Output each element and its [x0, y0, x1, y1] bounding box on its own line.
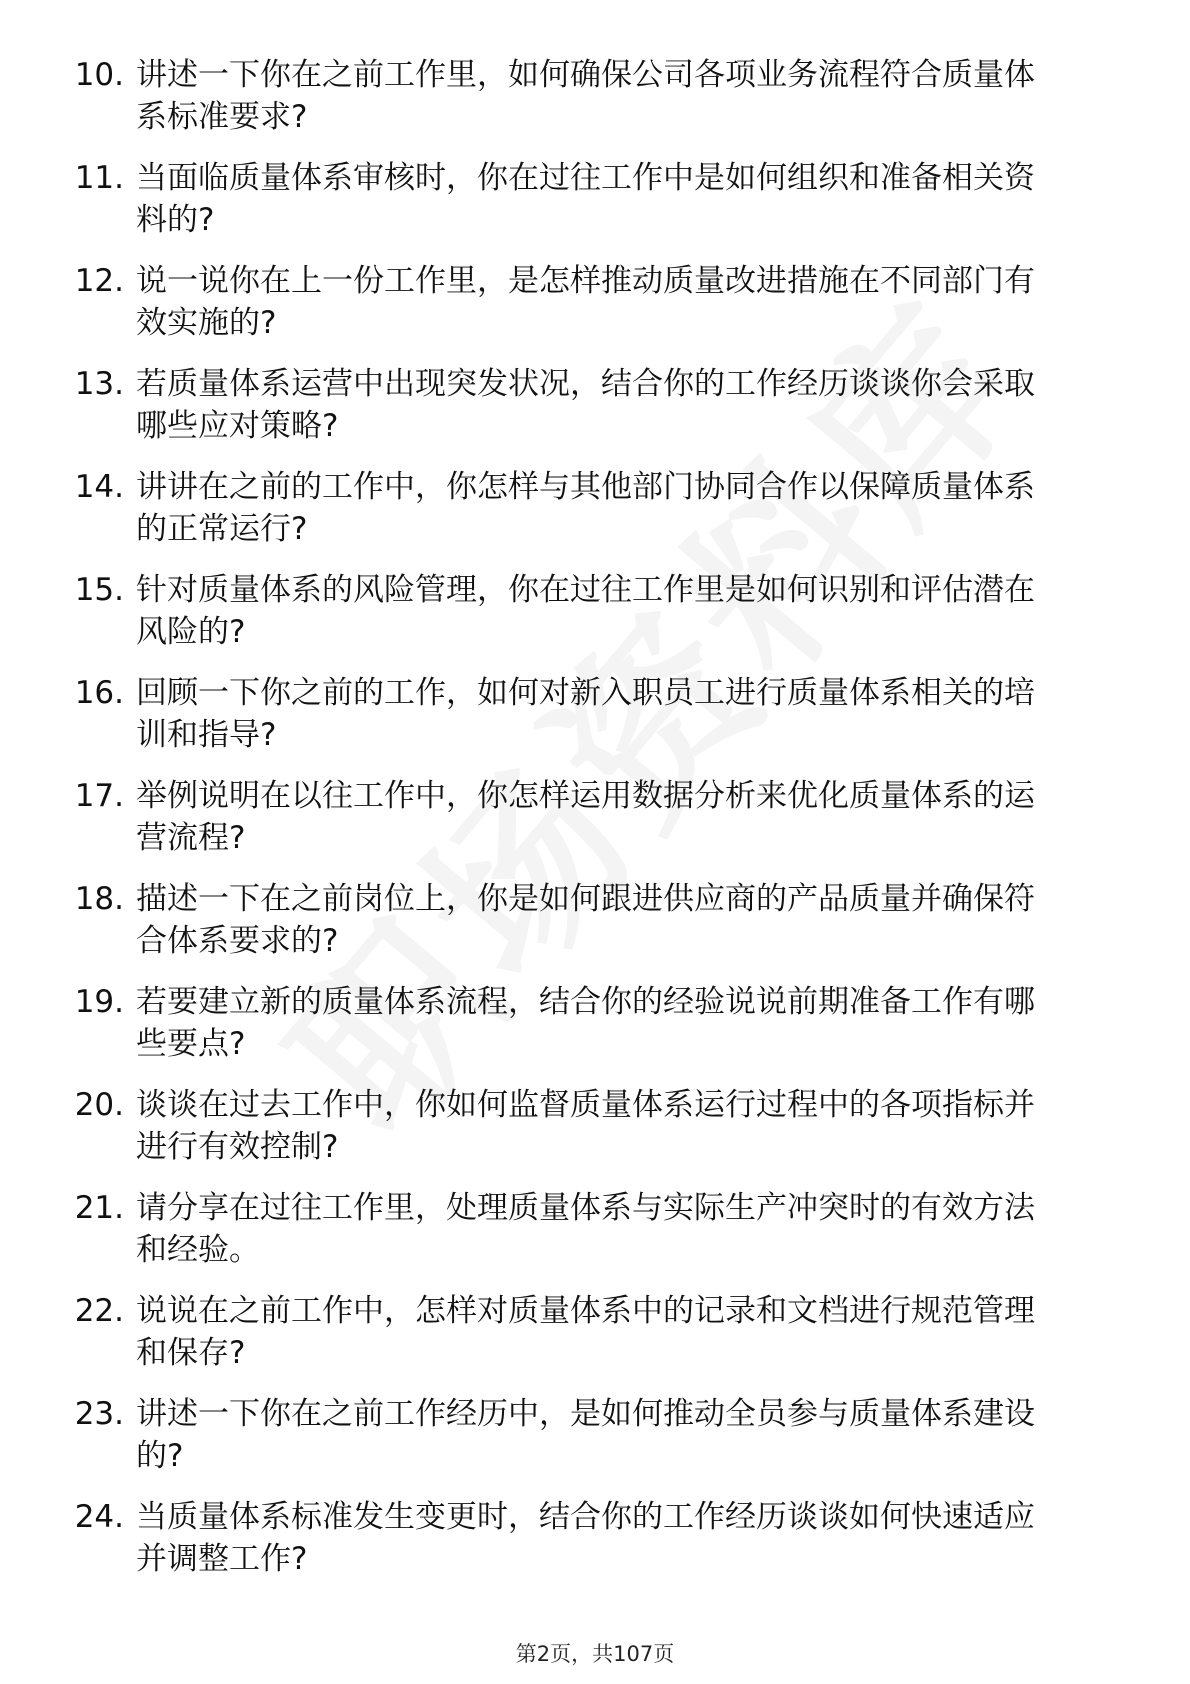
- question-text: 讲述一下你在之前工作里，如何确保公司各项业务流程符合质量体系标准要求?: [136, 57, 1035, 135]
- question-number: 12.: [74, 263, 124, 299]
- question-item: [56, 260, 1116, 363]
- question-number: 22.: [74, 1293, 124, 1329]
- question-item: [56, 1290, 1116, 1393]
- question-number: 21.: [74, 1190, 124, 1226]
- question-item: [56, 54, 1116, 157]
- question-item: [56, 466, 1116, 569]
- question-number: 16.: [74, 675, 124, 711]
- question-text: 若质量体系运营中出现突发状况，结合你的工作经历谈谈你会采取哪些应对策略?: [136, 366, 1035, 444]
- question-text: 描述一下在之前岗位上，你是如何跟进供应商的产品质量并确保符合体系要求的?: [136, 881, 1035, 959]
- question-item: [56, 672, 1116, 775]
- question-item: [56, 157, 1116, 260]
- question-text: 说一说你在上一份工作里，是怎样推动质量改进措施在不同部门有效实施的?: [136, 263, 1035, 341]
- question-text: 请分享在过往工作里，处理质量体系与实际生产冲突时的有效方法和经验。: [136, 1190, 1035, 1268]
- question-item: [56, 775, 1116, 878]
- question-text: 讲讲在之前的工作中，你怎样与其他部门协同合作以保障质量体系的正常运行?: [136, 469, 1035, 547]
- question-text: 回顾一下你之前的工作，如何对新入职员工进行质量体系相关的培训和指导?: [136, 675, 1035, 753]
- question-number: 14.: [74, 469, 124, 505]
- question-item: [56, 363, 1116, 466]
- question-item: [56, 1084, 1116, 1187]
- question-number: 23.: [74, 1396, 124, 1432]
- page-footer: 第2页，共107页: [515, 1642, 675, 1666]
- question-list: [56, 54, 1116, 1599]
- question-item: [56, 1496, 1116, 1599]
- question-text: 当质量体系标准发生变更时，结合你的工作经历谈谈如何快速适应并调整工作?: [136, 1499, 1035, 1577]
- question-text: 讲述一下你在之前工作经历中，是如何推动全员参与质量体系建设的?: [136, 1396, 1035, 1474]
- question-number: 10.: [74, 57, 124, 93]
- question-item: [56, 981, 1116, 1084]
- question-number: 11.: [74, 160, 124, 196]
- question-item: [56, 569, 1116, 672]
- question-text: 谈谈在过去工作中，你如何监督质量体系运行过程中的各项指标并进行有效控制?: [136, 1087, 1035, 1165]
- question-item: [56, 878, 1116, 981]
- question-number: 19.: [74, 984, 124, 1020]
- question-number: 20.: [74, 1087, 124, 1123]
- question-item: [56, 1393, 1116, 1496]
- question-text: 当面临质量体系审核时，你在过往工作中是如何组织和准备相关资料的?: [136, 160, 1035, 238]
- question-number: 18.: [74, 881, 124, 917]
- question-number: 24.: [74, 1499, 124, 1535]
- question-item: [56, 1187, 1116, 1290]
- question-text: 说说在之前工作中，怎样对质量体系中的记录和文档进行规范管理和保存?: [136, 1293, 1035, 1371]
- question-number: 15.: [74, 572, 124, 608]
- question-text: 针对质量体系的风险管理，你在过往工作里是如何识别和评估潜在风险的?: [136, 572, 1035, 650]
- question-number: 13.: [74, 366, 124, 402]
- question-text: 举例说明在以往工作中，你怎样运用数据分析来优化质量体系的运营流程?: [136, 778, 1035, 856]
- question-text: 若要建立新的质量体系流程，结合你的经验说说前期准备工作有哪些要点?: [136, 984, 1035, 1062]
- question-number: 17.: [74, 778, 124, 814]
